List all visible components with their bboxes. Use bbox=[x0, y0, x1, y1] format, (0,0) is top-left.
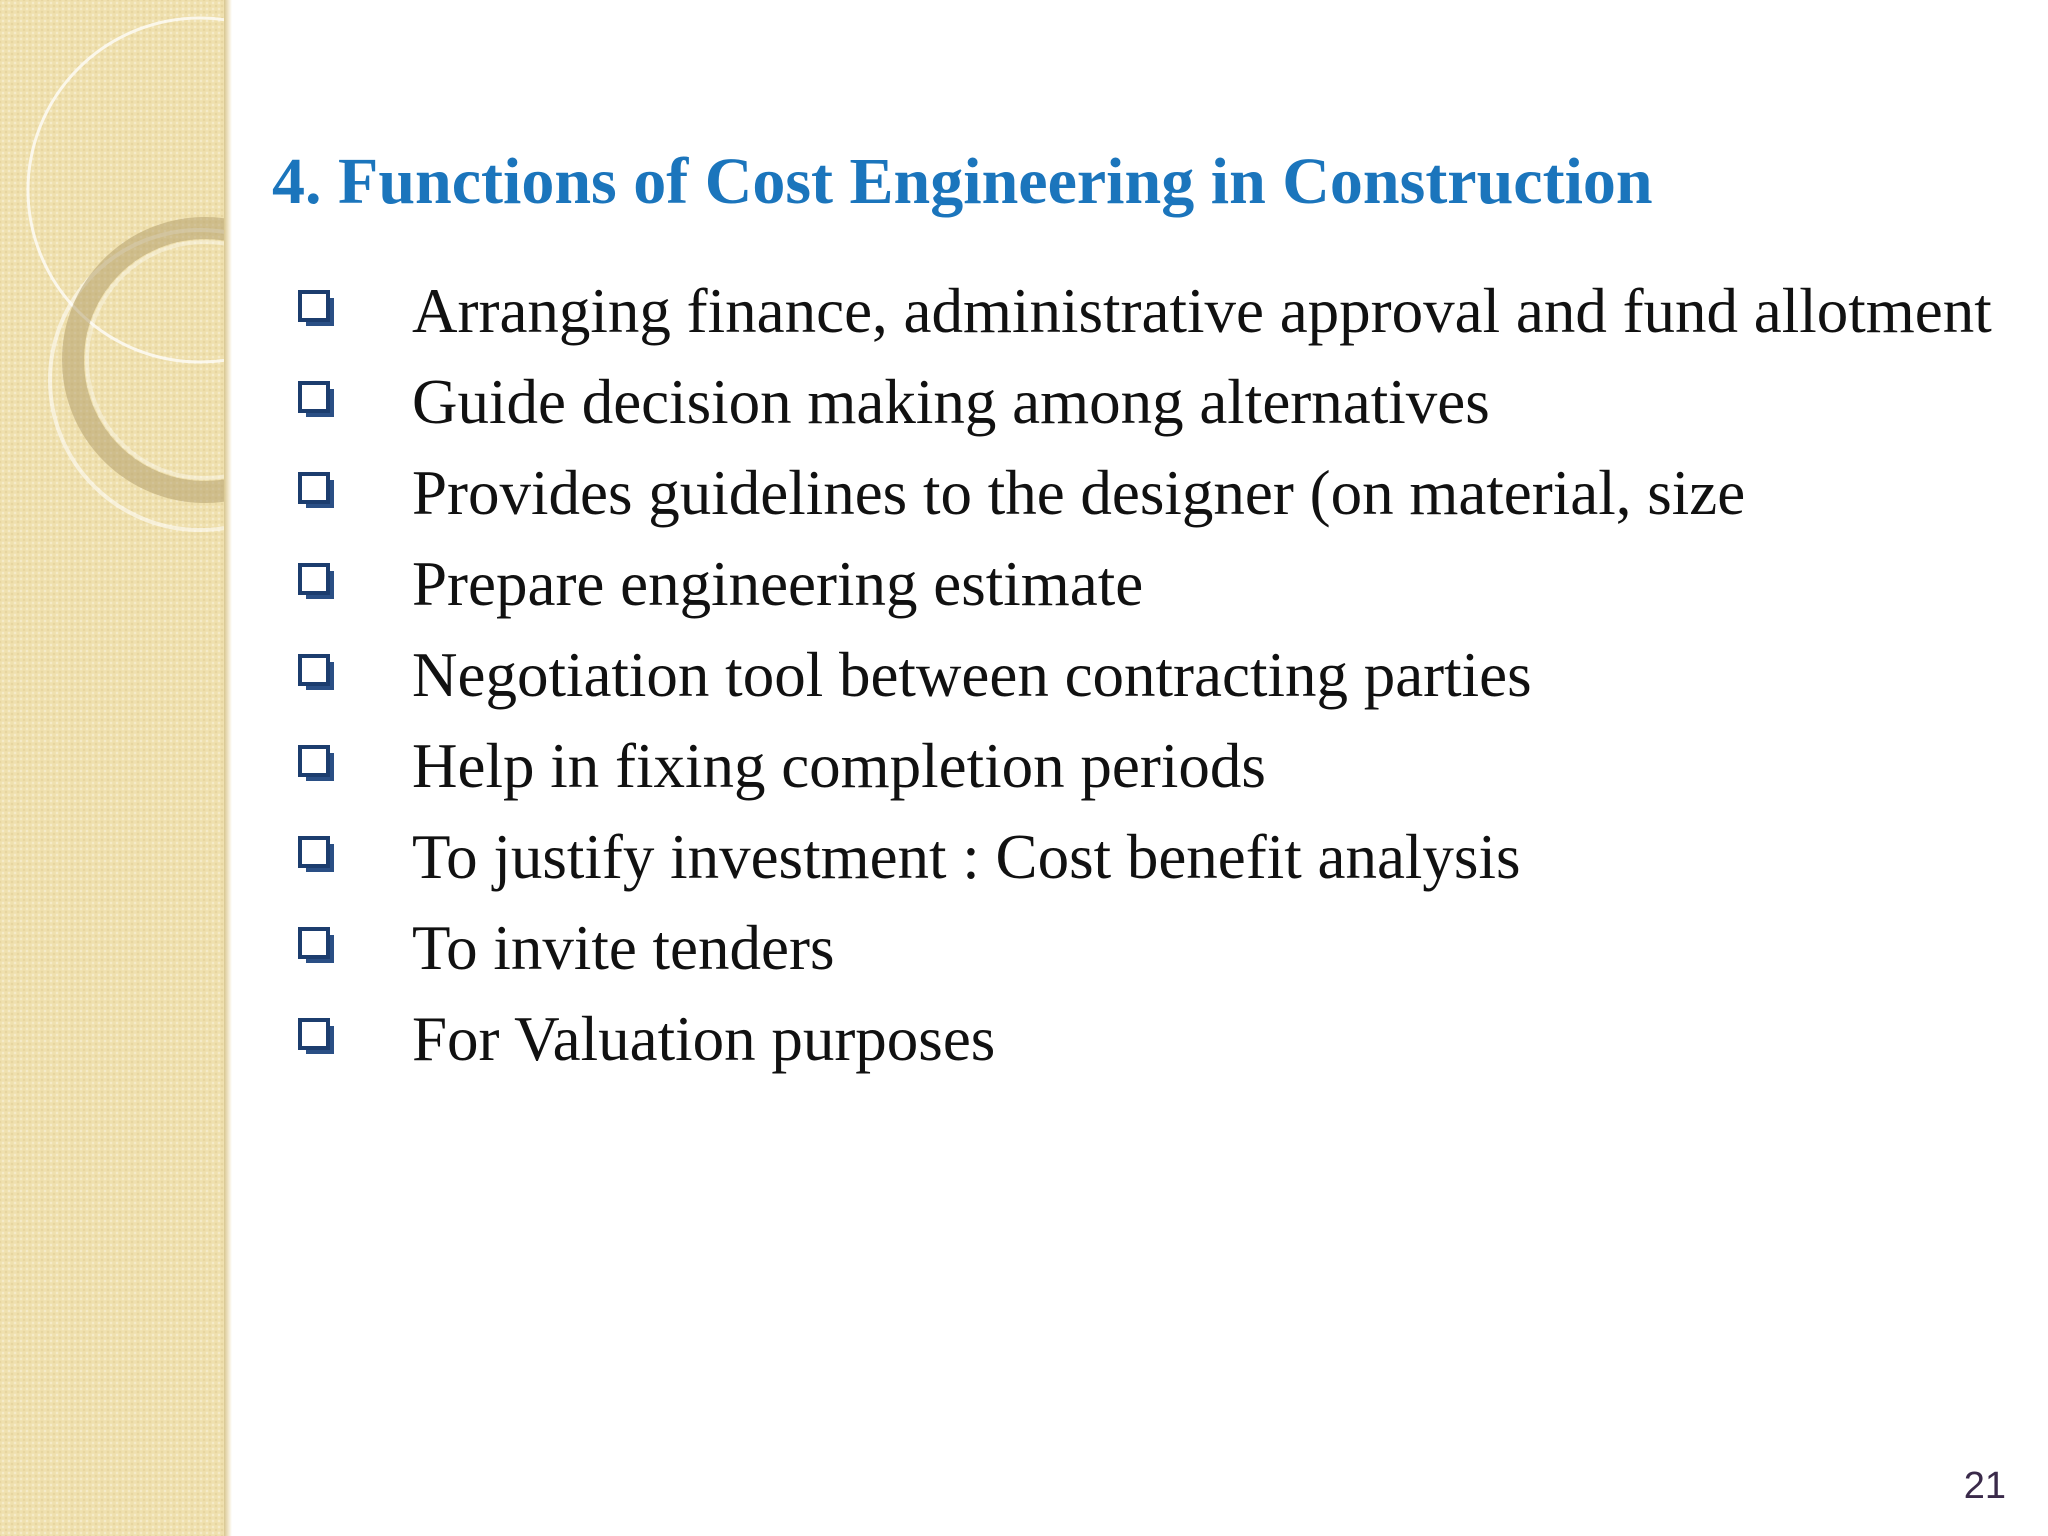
bullet-text: Help in fixing completion periods bbox=[412, 731, 1266, 801]
checkbox-square-icon bbox=[296, 913, 412, 984]
bullet-text: Arranging finance, administrative approval and fund allotment bbox=[412, 276, 1992, 346]
list-item bbox=[296, 1004, 1996, 1075]
side-panel-edge bbox=[224, 0, 232, 1536]
checkbox-square-icon bbox=[296, 367, 412, 438]
checkbox-square-icon bbox=[296, 640, 412, 711]
bullet-text: Negotiation tool between contracting parties bbox=[412, 640, 1532, 710]
list-item bbox=[296, 276, 1996, 347]
slide-title: 4. Functions of Cost Engineering in Construction bbox=[272, 145, 1653, 218]
decorative-side-panel bbox=[0, 0, 224, 1536]
list-item bbox=[296, 731, 1996, 802]
checkbox-square-icon bbox=[296, 549, 412, 620]
bullet-text: Provides guidelines to the designer (on material, size bbox=[412, 458, 1746, 528]
list-item bbox=[296, 367, 1996, 438]
bullet-text: Guide decision making among alternatives bbox=[412, 367, 1490, 437]
checkbox-square-icon bbox=[296, 458, 412, 529]
page-number: 21 bbox=[1963, 1465, 2006, 1507]
bullet-text: To invite tenders bbox=[412, 913, 835, 983]
list-item bbox=[296, 913, 1996, 984]
list-item bbox=[296, 549, 1996, 620]
bullet-text: Prepare engineering estimate bbox=[412, 549, 1144, 619]
bullet-text: For Valuation purposes bbox=[412, 1004, 996, 1074]
checkbox-square-icon bbox=[296, 1004, 412, 1075]
list-item bbox=[296, 640, 1996, 711]
checkbox-square-icon bbox=[296, 276, 412, 347]
bullet-text: To justify investment : Cost benefit analysis bbox=[412, 822, 1521, 892]
checkbox-square-icon bbox=[296, 731, 412, 802]
list-item bbox=[296, 822, 1996, 893]
checkbox-square-icon bbox=[296, 822, 412, 893]
bullet-list bbox=[296, 276, 1996, 1095]
list-item bbox=[296, 458, 1996, 529]
decorative-circles bbox=[0, 0, 224, 1536]
